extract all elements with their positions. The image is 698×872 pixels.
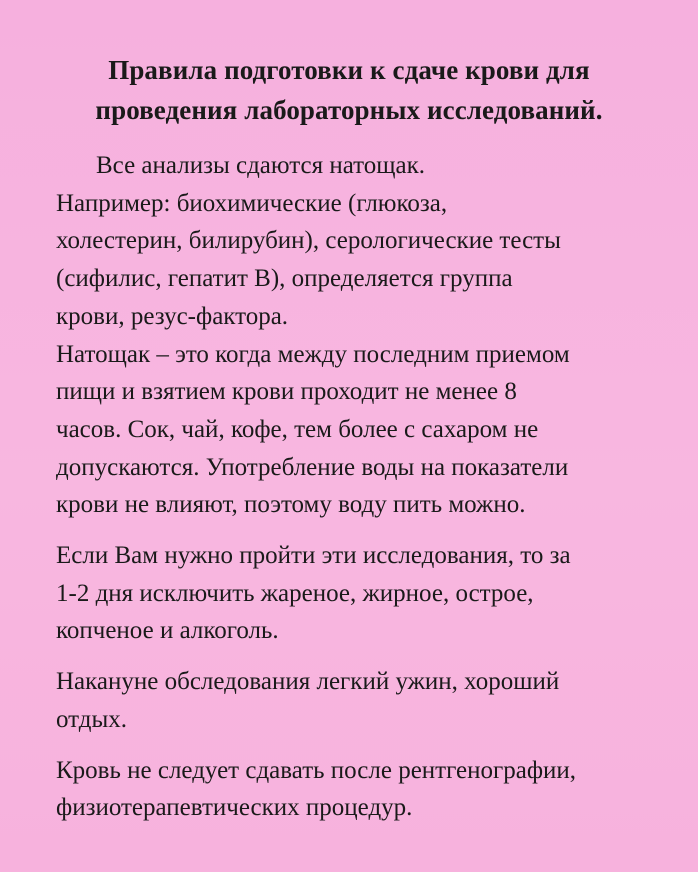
text-line: Натощак – это когда между последним приемом	[56, 340, 570, 368]
title-line: Правила подготовки к сдаче крови для	[108, 55, 590, 85]
text-line: Накануне обследования легкий ужин, хороший	[56, 668, 560, 696]
title-line: проведения лабораторных исследований.	[95, 95, 603, 125]
text-line: Если Вам нужно пройти эти исследования, то за	[56, 542, 571, 570]
text-line: копченое и алкоголь.	[56, 617, 279, 645]
paragraph-fasting-tests	[56, 147, 686, 336]
text-line: часов. Сок, чай, кофе, тем более с сахаром не	[56, 415, 539, 443]
document-body	[56, 147, 686, 827]
text-line: крови не влияют, поэтому воду пить можно.	[56, 491, 526, 519]
text-line: Кровь не следует сдавать после рентгенографии,	[56, 756, 577, 784]
text-line: 1-2 дня исключить жареное, жирное, острое,	[56, 579, 534, 607]
paragraph-diet	[56, 537, 686, 650]
paragraph-evening-before	[56, 663, 686, 738]
text-line: (сифилис, гепатит В), определяется группа	[56, 265, 513, 293]
document-title	[40, 50, 658, 130]
text-line: физиотерапевтических процедур.	[56, 794, 413, 822]
text-line: пищи и взятием крови проходит не менее 8	[56, 378, 517, 406]
paragraph-restrictions	[56, 752, 686, 827]
text-line: отдых.	[56, 705, 128, 733]
text-line: Например: биохимические (глюкоза,	[56, 189, 448, 217]
text-line: допускаются. Употребление воды на показатели	[56, 453, 569, 481]
text-line: крови, резус-фактора.	[56, 302, 289, 330]
text-line: Все анализы сдаются натощак.	[96, 152, 425, 179]
paragraph-fasting-definition	[56, 336, 686, 525]
text-line: холестерин, билирубин), серологические тесты	[56, 227, 561, 255]
